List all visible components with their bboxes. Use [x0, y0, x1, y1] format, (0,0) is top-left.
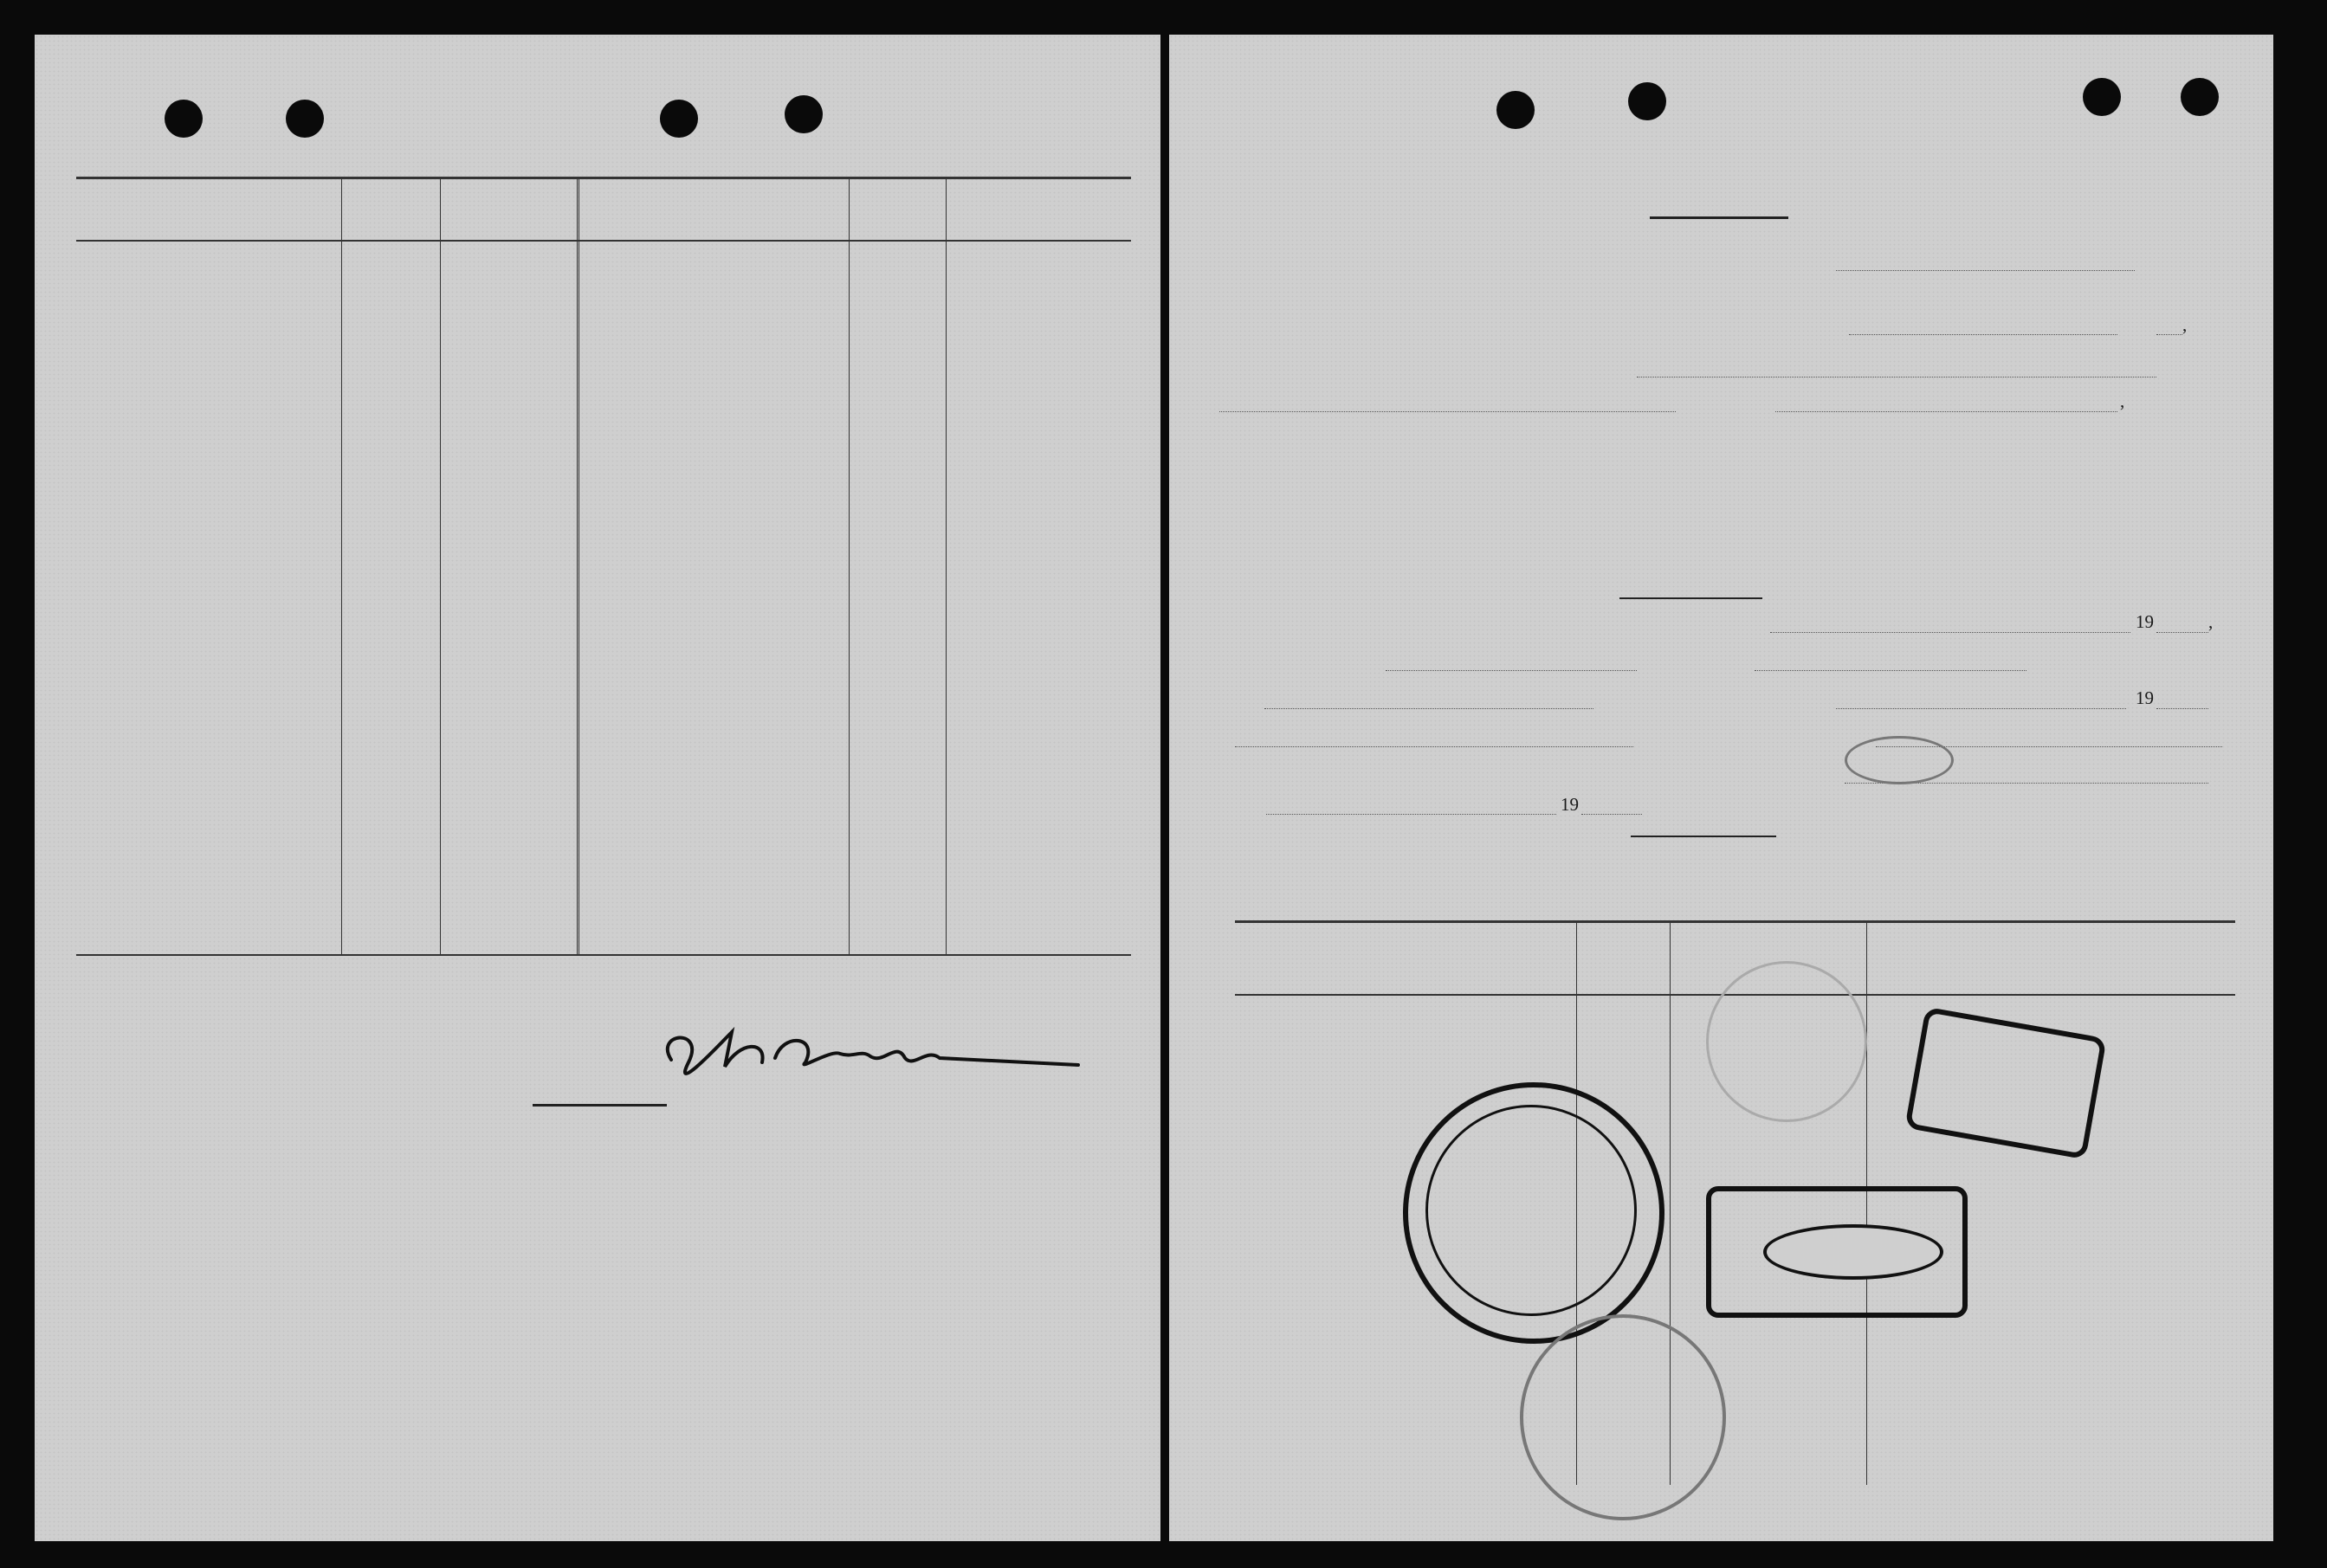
punch-hole [1628, 82, 1666, 120]
circled-port-mark [1845, 736, 1954, 784]
divider [1650, 216, 1788, 219]
divider [1631, 836, 1776, 837]
left-page [35, 35, 1160, 1541]
punch-hole [660, 100, 698, 138]
punch-hole [785, 95, 823, 133]
faint-stamp-date [1748, 957, 1826, 1092]
punch-hole [2181, 78, 2219, 116]
divider [533, 1104, 667, 1107]
divider [1619, 597, 1762, 599]
records-stamp-date [1525, 1385, 1722, 1420]
right-page: , , 19 , 19 19 [1169, 35, 2273, 1541]
records-unit-stamp [1520, 1314, 1726, 1520]
master-signature [645, 1023, 1096, 1084]
justice-dept-stamp [1403, 1082, 1664, 1344]
handwritten-note [2023, 115, 2263, 149]
punch-hole [165, 100, 203, 138]
punch-hole [286, 100, 324, 138]
punch-hole [1496, 91, 1535, 129]
records-stamp-unit [1526, 1408, 1719, 1456]
received-stamp-bottom [1706, 1186, 1968, 1318]
faint-date-stamp [1706, 961, 1867, 1122]
punch-hole [2083, 78, 2121, 116]
received-stamp-top [1904, 1007, 2106, 1160]
